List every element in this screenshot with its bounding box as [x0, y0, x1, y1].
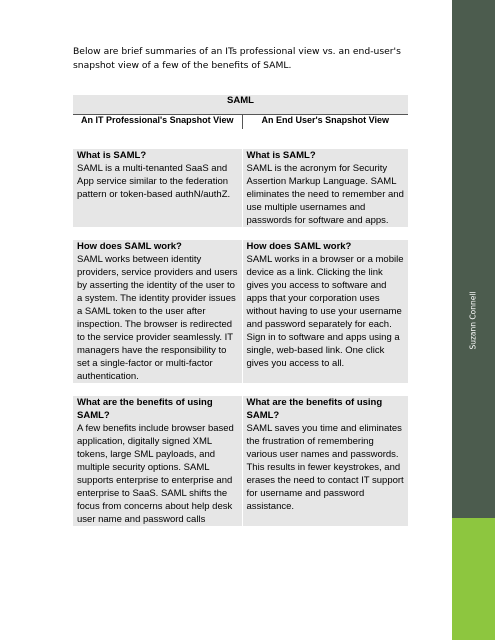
- answer-it: SAML is a multi-tenanted SaaS and App service similar to the federation pattern or token-based authN/authZ.: [73, 162, 242, 227]
- table-row: [73, 422, 408, 526]
- question-it: How does SAML work?: [73, 240, 242, 253]
- question-user: What is SAML?: [242, 149, 408, 162]
- answer-it: A few benefits include browser based application, digitally signed XML tokens, large SML payloads, and multiple security options. SAML supports enterprise to enterprise and enterprise to SaaS. SAML shifts the focus from concerns about help desk user name and password calls: [73, 422, 242, 526]
- table-row: [73, 240, 408, 253]
- answer-user: SAML is the acronym for Security Assertion Markup Language. SAML eliminates the need to remember and use multiple usernames and passwords for software and apps.: [242, 162, 408, 227]
- table-title-row: [73, 95, 408, 115]
- question-user: How does SAML work?: [242, 240, 408, 253]
- answer-it: SAML works between identity providers, service providers and users by asserting the identity of the user to a system. The identity provider issues a SAML token to the user after inspection. The browser is redirected to the service provider seamlessly. IT managers have the responsibility to set a single-factor or multi-factor authentication.: [73, 253, 242, 383]
- sidebar-band: [452, 0, 495, 518]
- column-header-it: An IT Professional's Snapshot View: [73, 115, 242, 130]
- table-row: [73, 162, 408, 227]
- author-label-wrap: [452, 280, 495, 360]
- saml-comparison-table: [73, 95, 408, 526]
- answer-user: SAML works in a browser or a mobile device as a link. Clicking the link gives you access to software and apps that your corporation uses without having to use your username and password separately for each. Sign in to software and apps using a single, web-based link. One click gives you access to all.: [242, 253, 408, 383]
- table-row: [73, 396, 408, 422]
- question-user: What are the benefits of using SAML?: [242, 396, 408, 422]
- answer-user: SAML saves you time and eliminates the frustration of remembering various user names and passwords. This results in fewer keystrokes, and erases the need to contact IT support for username and password assistance.: [242, 422, 408, 526]
- table-row: [73, 253, 408, 383]
- column-header-row: [73, 115, 408, 130]
- column-header-user: An End User's Snapshot View: [261, 115, 390, 125]
- question-it: What is SAML?: [73, 149, 242, 162]
- table-title: SAML: [73, 95, 408, 115]
- intro-paragraph: Below are brief summaries of an ITs professional view vs. an end-user's snapshot view of a few of the benefits of SAML.: [73, 46, 401, 71]
- sidebar-accent-block: [452, 518, 495, 640]
- table-row: [73, 149, 408, 162]
- author-name: Suzann Connell: [469, 290, 478, 350]
- question-it: What are the benefits of using SAML?: [73, 396, 242, 422]
